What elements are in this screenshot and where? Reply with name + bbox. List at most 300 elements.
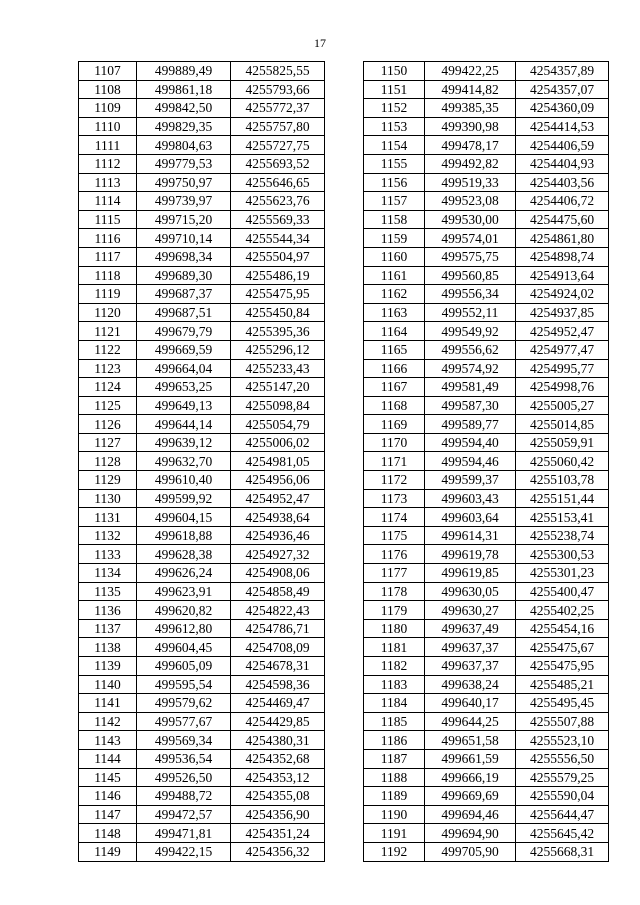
point-number-cell: 1114	[79, 192, 137, 211]
x-coordinate-cell: 499618,88	[137, 526, 231, 545]
x-coordinate-cell: 499589,77	[425, 415, 516, 434]
x-coordinate-cell: 499556,62	[425, 340, 516, 359]
point-number-cell: 1165	[364, 340, 425, 359]
point-number-cell: 1133	[79, 545, 137, 564]
x-coordinate-cell: 499612,80	[137, 619, 231, 638]
point-number-cell: 1192	[364, 842, 425, 861]
table-row	[79, 619, 325, 638]
table-row	[364, 582, 609, 601]
y-coordinate-cell: 4254403,56	[516, 173, 609, 192]
y-coordinate-cell: 4254404,93	[516, 154, 609, 173]
point-number-cell: 1157	[364, 192, 425, 211]
x-coordinate-cell: 499638,24	[425, 675, 516, 694]
x-coordinate-cell: 499637,37	[425, 657, 516, 676]
y-coordinate-cell: 4255005,27	[516, 396, 609, 415]
x-coordinate-cell: 499669,69	[425, 787, 516, 806]
y-coordinate-cell: 4254858,49	[231, 582, 325, 601]
table-row	[364, 712, 609, 731]
table-row	[364, 675, 609, 694]
y-coordinate-cell: 4255825,55	[231, 62, 325, 81]
table-row	[79, 154, 325, 173]
table-row	[364, 415, 609, 434]
table-row	[364, 489, 609, 508]
x-coordinate-cell: 499605,09	[137, 657, 231, 676]
y-coordinate-cell: 4255098,84	[231, 396, 325, 415]
y-coordinate-cell: 4255645,42	[516, 824, 609, 843]
y-coordinate-cell: 4255757,80	[231, 117, 325, 136]
x-coordinate-cell: 499492,82	[425, 154, 516, 173]
point-number-cell: 1173	[364, 489, 425, 508]
point-number-cell: 1131	[79, 508, 137, 527]
point-number-cell: 1126	[79, 415, 137, 434]
table-row	[364, 694, 609, 713]
point-number-cell: 1178	[364, 582, 425, 601]
y-coordinate-cell: 4254406,59	[516, 136, 609, 155]
table-row	[364, 80, 609, 99]
point-number-cell: 1166	[364, 359, 425, 378]
table-row	[364, 396, 609, 415]
x-coordinate-cell: 499530,00	[425, 210, 516, 229]
x-coordinate-cell: 499715,20	[137, 210, 231, 229]
point-number-cell: 1171	[364, 452, 425, 471]
table-row	[79, 303, 325, 322]
y-coordinate-cell: 4255151,44	[516, 489, 609, 508]
x-coordinate-cell: 499604,15	[137, 508, 231, 527]
point-number-cell: 1119	[79, 285, 137, 304]
table-row	[364, 210, 609, 229]
table-row	[364, 303, 609, 322]
y-coordinate-cell: 4255059,91	[516, 433, 609, 452]
y-coordinate-cell: 4255454,16	[516, 619, 609, 638]
x-coordinate-cell: 499549,92	[425, 322, 516, 341]
y-coordinate-cell: 4255450,84	[231, 303, 325, 322]
x-coordinate-cell: 499523,08	[425, 192, 516, 211]
x-coordinate-cell: 499478,17	[425, 136, 516, 155]
x-coordinate-cell: 499536,54	[137, 749, 231, 768]
point-number-cell: 1123	[79, 359, 137, 378]
table-row	[364, 266, 609, 285]
point-number-cell: 1120	[79, 303, 137, 322]
y-coordinate-cell: 4254429,85	[231, 712, 325, 731]
y-coordinate-cell: 4255556,50	[516, 749, 609, 768]
y-coordinate-cell: 4254998,76	[516, 378, 609, 397]
y-coordinate-cell: 4254356,32	[231, 842, 325, 861]
y-coordinate-cell: 4255006,02	[231, 433, 325, 452]
table-row	[364, 619, 609, 638]
point-number-cell: 1128	[79, 452, 137, 471]
x-coordinate-cell: 499669,59	[137, 340, 231, 359]
x-coordinate-cell: 499628,38	[137, 545, 231, 564]
x-coordinate-cell: 499610,40	[137, 471, 231, 490]
x-coordinate-cell: 499604,45	[137, 638, 231, 657]
y-coordinate-cell: 4255495,45	[516, 694, 609, 713]
y-coordinate-cell: 4255579,25	[516, 768, 609, 787]
x-coordinate-cell: 499653,25	[137, 378, 231, 397]
table-row	[364, 508, 609, 527]
y-coordinate-cell: 4254357,07	[516, 80, 609, 99]
point-number-cell: 1132	[79, 526, 137, 545]
point-number-cell: 1160	[364, 247, 425, 266]
y-coordinate-cell: 4254924,02	[516, 285, 609, 304]
table-row	[79, 415, 325, 434]
x-coordinate-cell: 499472,57	[137, 805, 231, 824]
y-coordinate-cell: 4255504,97	[231, 247, 325, 266]
y-coordinate-cell: 4254956,06	[231, 471, 325, 490]
table-row	[79, 210, 325, 229]
table-row	[364, 731, 609, 750]
y-coordinate-cell: 4254353,12	[231, 768, 325, 787]
y-coordinate-cell: 4255395,36	[231, 322, 325, 341]
y-coordinate-cell: 4255233,43	[231, 359, 325, 378]
y-coordinate-cell: 4254469,47	[231, 694, 325, 713]
point-number-cell: 1107	[79, 62, 137, 81]
y-coordinate-cell: 4254360,09	[516, 99, 609, 118]
y-coordinate-cell: 4254356,90	[231, 805, 325, 824]
table-row	[79, 601, 325, 620]
x-coordinate-cell: 499556,34	[425, 285, 516, 304]
table-row	[79, 117, 325, 136]
x-coordinate-cell: 499639,12	[137, 433, 231, 452]
y-coordinate-cell: 4255693,52	[231, 154, 325, 173]
y-coordinate-cell: 4255296,12	[231, 340, 325, 359]
point-number-cell: 1137	[79, 619, 137, 638]
x-coordinate-cell: 499603,43	[425, 489, 516, 508]
y-coordinate-cell: 4255103,78	[516, 471, 609, 490]
y-coordinate-cell: 4255400,47	[516, 582, 609, 601]
y-coordinate-cell: 4254952,47	[516, 322, 609, 341]
point-number-cell: 1164	[364, 322, 425, 341]
x-coordinate-cell: 499694,46	[425, 805, 516, 824]
y-coordinate-cell: 4255772,37	[231, 99, 325, 118]
x-coordinate-cell: 499414,82	[425, 80, 516, 99]
y-coordinate-cell: 4255475,67	[516, 638, 609, 657]
point-number-cell: 1186	[364, 731, 425, 750]
y-coordinate-cell: 4255238,74	[516, 526, 609, 545]
point-number-cell: 1189	[364, 787, 425, 806]
point-number-cell: 1116	[79, 229, 137, 248]
x-coordinate-cell: 499698,34	[137, 247, 231, 266]
table-row	[79, 396, 325, 415]
table-row	[364, 322, 609, 341]
x-coordinate-cell: 499705,90	[425, 842, 516, 861]
x-coordinate-cell: 499661,59	[425, 749, 516, 768]
point-number-cell: 1121	[79, 322, 137, 341]
table-row	[364, 452, 609, 471]
x-coordinate-cell: 499519,33	[425, 173, 516, 192]
table-row	[79, 229, 325, 248]
x-coordinate-cell: 499575,75	[425, 247, 516, 266]
y-coordinate-cell: 4254414,53	[516, 117, 609, 136]
y-coordinate-cell: 4254908,06	[231, 564, 325, 583]
point-number-cell: 1139	[79, 657, 137, 676]
y-coordinate-cell: 4255727,75	[231, 136, 325, 155]
x-coordinate-cell: 499632,70	[137, 452, 231, 471]
x-coordinate-cell: 499574,01	[425, 229, 516, 248]
table-body	[364, 62, 609, 862]
x-coordinate-cell: 499687,37	[137, 285, 231, 304]
y-coordinate-cell: 4255523,10	[516, 731, 609, 750]
x-coordinate-cell: 499689,30	[137, 266, 231, 285]
point-number-cell: 1172	[364, 471, 425, 490]
table-row	[364, 471, 609, 490]
x-coordinate-cell: 499422,15	[137, 842, 231, 861]
x-coordinate-cell: 499637,49	[425, 619, 516, 638]
point-number-cell: 1153	[364, 117, 425, 136]
x-coordinate-cell: 499804,63	[137, 136, 231, 155]
x-coordinate-cell: 499574,92	[425, 359, 516, 378]
x-coordinate-cell: 499842,50	[137, 99, 231, 118]
table-row	[364, 842, 609, 861]
table-row	[364, 136, 609, 155]
x-coordinate-cell: 499385,35	[425, 99, 516, 118]
table-row	[364, 99, 609, 118]
table-row	[79, 545, 325, 564]
point-number-cell: 1188	[364, 768, 425, 787]
x-coordinate-cell: 499560,85	[425, 266, 516, 285]
point-number-cell: 1174	[364, 508, 425, 527]
y-coordinate-cell: 4255060,42	[516, 452, 609, 471]
y-coordinate-cell: 4254357,89	[516, 62, 609, 81]
table-row	[79, 787, 325, 806]
point-number-cell: 1141	[79, 694, 137, 713]
table-row	[79, 378, 325, 397]
point-number-cell: 1113	[79, 173, 137, 192]
y-coordinate-cell: 4255507,88	[516, 712, 609, 731]
y-coordinate-cell: 4255147,20	[231, 378, 325, 397]
table-row	[79, 247, 325, 266]
x-coordinate-cell: 499679,79	[137, 322, 231, 341]
table-row	[79, 842, 325, 861]
y-coordinate-cell: 4254352,68	[231, 749, 325, 768]
y-coordinate-cell: 4255590,04	[516, 787, 609, 806]
point-number-cell: 1130	[79, 489, 137, 508]
table-row	[79, 99, 325, 118]
x-coordinate-cell: 499626,24	[137, 564, 231, 583]
y-coordinate-cell: 4255014,85	[516, 415, 609, 434]
x-coordinate-cell: 499422,25	[425, 62, 516, 81]
x-coordinate-cell: 499599,92	[137, 489, 231, 508]
y-coordinate-cell: 4254598,36	[231, 675, 325, 694]
table-row	[79, 731, 325, 750]
table-row	[79, 266, 325, 285]
point-number-cell: 1149	[79, 842, 137, 861]
y-coordinate-cell: 4255153,41	[516, 508, 609, 527]
x-coordinate-cell: 499649,13	[137, 396, 231, 415]
point-number-cell: 1152	[364, 99, 425, 118]
table-row	[79, 80, 325, 99]
x-coordinate-cell: 499687,51	[137, 303, 231, 322]
table-row	[79, 285, 325, 304]
y-coordinate-cell: 4255475,95	[516, 657, 609, 676]
y-coordinate-cell: 4254351,24	[231, 824, 325, 843]
y-coordinate-cell: 4255793,66	[231, 80, 325, 99]
table-row	[364, 526, 609, 545]
x-coordinate-cell: 499710,14	[137, 229, 231, 248]
table-row	[364, 657, 609, 676]
y-coordinate-cell: 4254938,64	[231, 508, 325, 527]
x-coordinate-cell: 499579,62	[137, 694, 231, 713]
table-row	[364, 117, 609, 136]
point-number-cell: 1159	[364, 229, 425, 248]
point-number-cell: 1144	[79, 749, 137, 768]
x-coordinate-cell: 499664,04	[137, 359, 231, 378]
point-number-cell: 1111	[79, 136, 137, 155]
point-number-cell: 1136	[79, 601, 137, 620]
table-row	[364, 749, 609, 768]
table-row	[364, 601, 609, 620]
table-row	[364, 545, 609, 564]
point-number-cell: 1179	[364, 601, 425, 620]
table-row	[79, 192, 325, 211]
y-coordinate-cell: 4255475,95	[231, 285, 325, 304]
table-row	[364, 192, 609, 211]
x-coordinate-cell: 499630,27	[425, 601, 516, 620]
x-coordinate-cell: 499637,37	[425, 638, 516, 657]
point-number-cell: 1115	[79, 210, 137, 229]
point-number-cell: 1184	[364, 694, 425, 713]
table-row	[364, 247, 609, 266]
y-coordinate-cell: 4255569,33	[231, 210, 325, 229]
point-number-cell: 1187	[364, 749, 425, 768]
table-row	[79, 824, 325, 843]
table-row	[364, 433, 609, 452]
point-number-cell: 1108	[79, 80, 137, 99]
point-number-cell: 1142	[79, 712, 137, 731]
point-number-cell: 1127	[79, 433, 137, 452]
coordinates-table-left	[78, 61, 325, 862]
x-coordinate-cell: 499829,35	[137, 117, 231, 136]
point-number-cell: 1163	[364, 303, 425, 322]
x-coordinate-cell: 499739,97	[137, 192, 231, 211]
point-number-cell: 1176	[364, 545, 425, 564]
x-coordinate-cell: 499779,53	[137, 154, 231, 173]
x-coordinate-cell: 499390,98	[425, 117, 516, 136]
point-number-cell: 1147	[79, 805, 137, 824]
table-row	[79, 322, 325, 341]
x-coordinate-cell: 499594,46	[425, 452, 516, 471]
y-coordinate-cell: 4254406,72	[516, 192, 609, 211]
y-coordinate-cell: 4254981,05	[231, 452, 325, 471]
y-coordinate-cell: 4255485,21	[516, 675, 609, 694]
y-coordinate-cell: 4255301,23	[516, 564, 609, 583]
x-coordinate-cell: 499599,37	[425, 471, 516, 490]
y-coordinate-cell: 4254678,31	[231, 657, 325, 676]
point-number-cell: 1143	[79, 731, 137, 750]
y-coordinate-cell: 4254786,71	[231, 619, 325, 638]
table-row	[79, 433, 325, 452]
coordinates-table-right	[363, 61, 609, 862]
table-row	[364, 787, 609, 806]
y-coordinate-cell: 4254977,47	[516, 340, 609, 359]
x-coordinate-cell: 499640,17	[425, 694, 516, 713]
x-coordinate-cell: 499594,40	[425, 433, 516, 452]
y-coordinate-cell: 4254475,60	[516, 210, 609, 229]
y-coordinate-cell: 4255544,34	[231, 229, 325, 248]
table-row	[79, 136, 325, 155]
point-number-cell: 1154	[364, 136, 425, 155]
table-row	[364, 768, 609, 787]
table-row	[79, 582, 325, 601]
x-coordinate-cell: 499614,31	[425, 526, 516, 545]
table-row	[364, 638, 609, 657]
table-row	[79, 340, 325, 359]
table-row	[364, 805, 609, 824]
point-number-cell: 1110	[79, 117, 137, 136]
x-coordinate-cell: 499569,34	[137, 731, 231, 750]
x-coordinate-cell: 499861,18	[137, 80, 231, 99]
table-row	[79, 657, 325, 676]
y-coordinate-cell: 4254708,09	[231, 638, 325, 657]
y-coordinate-cell: 4255486,19	[231, 266, 325, 285]
table-row	[79, 508, 325, 527]
point-number-cell: 1162	[364, 285, 425, 304]
point-number-cell: 1125	[79, 396, 137, 415]
table-row	[79, 638, 325, 657]
point-number-cell: 1109	[79, 99, 137, 118]
point-number-cell: 1129	[79, 471, 137, 490]
point-number-cell: 1167	[364, 378, 425, 397]
x-coordinate-cell: 499581,49	[425, 378, 516, 397]
point-number-cell: 1117	[79, 247, 137, 266]
point-number-cell: 1148	[79, 824, 137, 843]
point-number-cell: 1177	[364, 564, 425, 583]
table-row	[79, 173, 325, 192]
table-body	[79, 62, 325, 862]
table-row	[79, 452, 325, 471]
y-coordinate-cell: 4255644,47	[516, 805, 609, 824]
point-number-cell: 1168	[364, 396, 425, 415]
x-coordinate-cell: 499651,58	[425, 731, 516, 750]
point-number-cell: 1190	[364, 805, 425, 824]
table-row	[364, 824, 609, 843]
point-number-cell: 1175	[364, 526, 425, 545]
table-row	[364, 173, 609, 192]
y-coordinate-cell: 4254861,80	[516, 229, 609, 248]
x-coordinate-cell: 499750,97	[137, 173, 231, 192]
x-coordinate-cell: 499526,50	[137, 768, 231, 787]
point-number-cell: 1134	[79, 564, 137, 583]
table-row	[364, 340, 609, 359]
x-coordinate-cell: 499666,19	[425, 768, 516, 787]
x-coordinate-cell: 499488,72	[137, 787, 231, 806]
table-row	[79, 62, 325, 81]
point-number-cell: 1124	[79, 378, 137, 397]
y-coordinate-cell: 4255402,25	[516, 601, 609, 620]
x-coordinate-cell: 499619,78	[425, 545, 516, 564]
x-coordinate-cell: 499630,05	[425, 582, 516, 601]
y-coordinate-cell: 4254380,31	[231, 731, 325, 750]
point-number-cell: 1150	[364, 62, 425, 81]
table-row	[79, 471, 325, 490]
point-number-cell: 1146	[79, 787, 137, 806]
point-number-cell: 1182	[364, 657, 425, 676]
page-number: 17	[314, 36, 326, 50]
table-row	[79, 564, 325, 583]
point-number-cell: 1158	[364, 210, 425, 229]
table-row	[364, 62, 609, 81]
table-row	[79, 805, 325, 824]
point-number-cell: 1145	[79, 768, 137, 787]
y-coordinate-cell: 4255054,79	[231, 415, 325, 434]
table-row	[79, 489, 325, 508]
x-coordinate-cell: 499619,85	[425, 564, 516, 583]
table-row	[79, 359, 325, 378]
point-number-cell: 1118	[79, 266, 137, 285]
y-coordinate-cell: 4255623,76	[231, 192, 325, 211]
y-coordinate-cell: 4254898,74	[516, 247, 609, 266]
x-coordinate-cell: 499577,67	[137, 712, 231, 731]
y-coordinate-cell: 4255646,65	[231, 173, 325, 192]
